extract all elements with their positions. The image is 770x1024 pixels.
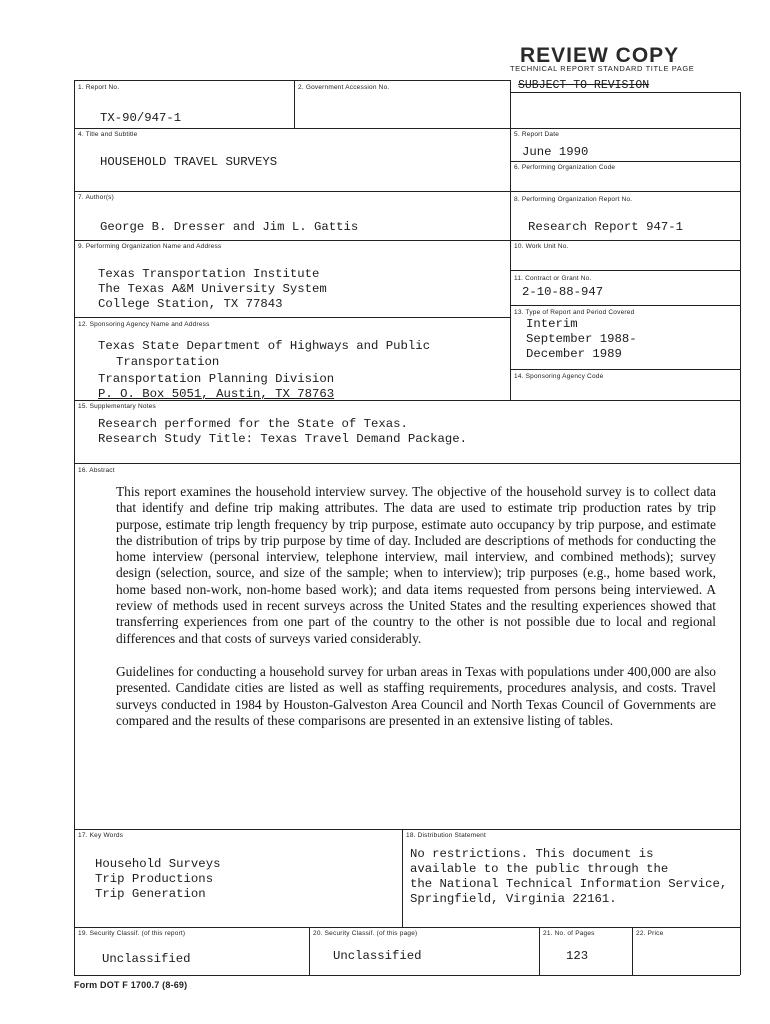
rule-top-left — [74, 80, 510, 81]
rule-org-sponsor — [74, 317, 510, 318]
org-report-no-value: Research Report 947-1 — [528, 220, 683, 234]
rule-row-4 — [74, 240, 740, 241]
rule-col-20 — [309, 927, 310, 975]
supplementary-line-2: Research Study Title: Texas Travel Demand Package. — [98, 432, 467, 446]
rule-type-code — [510, 369, 740, 370]
label-title: 4. Title and Subtitle — [78, 131, 138, 138]
report-type-line-3: December 1989 — [526, 347, 622, 361]
pages-value: 123 — [566, 949, 589, 963]
rule-top-right — [510, 92, 740, 93]
label-sponsoring-agency: 12. Sponsoring Agency Name and Address — [78, 321, 210, 328]
rule-bottom — [74, 975, 740, 976]
rule-right-edge — [740, 92, 741, 975]
label-org-report-no: 8. Performing Organization Report No. — [514, 196, 633, 203]
key-word-1: Household Surveys — [95, 857, 221, 871]
label-agency-code: 14. Sponsoring Agency Code — [514, 373, 604, 380]
performing-org-line-2: The Texas A&M University System — [98, 282, 327, 296]
rule-row-2 — [74, 128, 740, 129]
label-work-unit: 10. Work Unit No. — [514, 243, 569, 250]
security-page-value: Unclassified — [333, 949, 422, 963]
rule-col-2 — [294, 80, 295, 128]
security-report-value: Unclassified — [102, 952, 191, 966]
label-contract-no: 11. Contract or Grant No. — [514, 275, 592, 282]
abstract-paragraph-1: This report examines the household interview survey. The objective of the household survey is to collect data that identify and define trip making attributes. The data are used to estimate trip production rates by trip purpose, estimate trip length frequency by trip purpose, estimate auto occupancy by trip purpose, and estimate the distribution of trips by trip purpose by time of day. Included are descriptions of methods for conducting the home interview (personal interview, telephone interview, mail interview, and combined methods); survey design (selection, source, and size of the sample; when to interview); trip purposes (e.g., home based work, home based non-work, non-home based work); and data items requested from persons being interviewed. A review of methods used in recent surveys across the United States and the resulting experiences showed that transferring experiences from one part of the country to the other is not possible due to local and regional differences and that costs of surveys varied considerably. — [116, 484, 716, 646]
distribution-line-3: the National Technical Information Service, — [410, 877, 728, 891]
label-distribution: 18. Distribution Statement — [406, 832, 486, 839]
label-key-words: 17. Key Words — [78, 832, 124, 839]
label-price: 22. Price — [636, 930, 664, 937]
label-authors: 7. Author(s) — [78, 194, 114, 201]
label-gov-accession: 2. Government Accession No. — [298, 84, 390, 91]
label-pages: 21. No. of Pages — [543, 930, 595, 937]
title-value: HOUSEHOLD TRAVEL SURVEYS — [100, 155, 278, 169]
rule-row-keywords — [74, 829, 740, 830]
rule-col-21 — [539, 927, 540, 975]
report-type-line-1: Interim — [526, 317, 578, 331]
review-stamp: REVIEW COPY — [520, 44, 680, 67]
rule-row-abstract — [74, 463, 740, 464]
rule-left-edge — [74, 80, 75, 975]
report-no-value: TX-90/947-1 — [100, 111, 182, 125]
revision-stamp-line: SUBJECT TO REVISION — [518, 79, 650, 92]
distribution-line-2: available to the public through the — [410, 862, 669, 876]
label-security-page: 20. Security Classif. (of this page) — [313, 930, 418, 937]
label-security-report: 19. Security Classif. (of this report) — [78, 930, 186, 937]
label-report-date: 5. Report Date — [514, 131, 560, 138]
supplementary-line-1: Research performed for the State of Texas. — [98, 417, 408, 431]
distribution-line-1: No restrictions. This document is — [410, 847, 654, 861]
key-word-2: Trip Productions — [95, 872, 214, 886]
label-performing-org: 9. Performing Organization Name and Address — [78, 243, 222, 250]
rule-col-18 — [402, 829, 403, 927]
rule-col-22 — [632, 927, 633, 975]
rule-col-right — [510, 80, 511, 400]
rule-work-contract — [510, 270, 740, 271]
form-number: Form DOT F 1700.7 (8-69) — [74, 980, 188, 990]
performing-org-line-1: Texas Transportation Institute — [98, 267, 320, 281]
contract-no-value: 2-10-88-947 — [522, 285, 604, 299]
sponsoring-line-4: P. O. Box 5051, Austin, TX 78763 — [98, 387, 335, 401]
report-type-line-2: September 1988- — [526, 332, 637, 346]
abstract-paragraph-2: Guidelines for conducting a household survey for urban areas in Texas with populations under 400,000 are also presented. Candidate cities are listed as well as staffing requirements, procedures analysis, and costs. Travel surveys conducted in 1984 by Houston-Galveston Area Council and North Texas Council of Governments are compared and the results of these comparisons are presented in an extensive listing of tables. — [116, 663, 716, 728]
label-report-no: 1. Report No. — [78, 84, 120, 91]
sponsoring-line-1: Texas State Department of Highways and Public — [98, 339, 431, 353]
abstract-body — [116, 484, 716, 746]
report-date-value: June 1990 — [522, 145, 589, 159]
label-abstract: 16. Abstract — [78, 467, 115, 474]
rule-row-security — [74, 927, 740, 928]
label-report-type: 13. Type of Report and Period Covered — [514, 309, 635, 316]
label-org-code: 6. Performing Organization Code — [514, 164, 616, 171]
rule-contract-type — [510, 305, 740, 306]
performing-org-line-3: College Station, TX 77843 — [98, 297, 283, 311]
authors-value: George B. Dresser and Jim L. Gattis — [100, 220, 359, 234]
label-supplementary: 15. Supplementary Notes — [78, 403, 156, 410]
rule-row-3 — [74, 191, 740, 192]
rule-date-code — [510, 161, 740, 162]
key-word-3: Trip Generation — [95, 887, 206, 901]
form-title: TECHNICAL REPORT STANDARD TITLE PAGE — [510, 64, 695, 73]
sponsoring-line-3: Transportation Planning Division — [98, 372, 335, 386]
distribution-line-4: Springfield, Virginia 22161. — [410, 892, 617, 906]
sponsoring-line-2: Transportation — [116, 355, 220, 369]
